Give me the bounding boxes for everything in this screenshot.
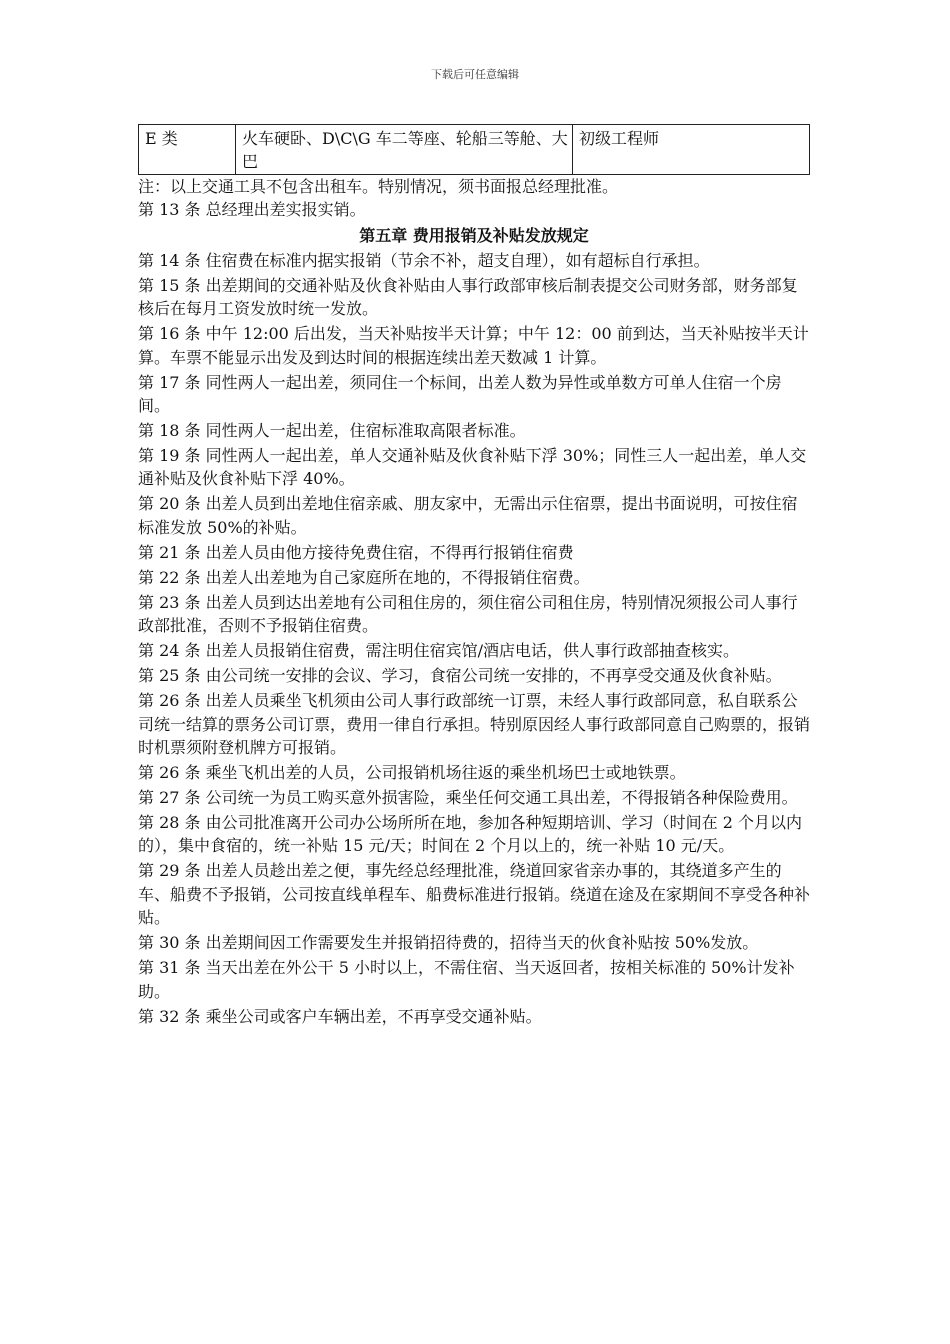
- article-14: 第 14 条 住宿费在标准内据实报销（节余不补，超支自理），如有超标自行承担。: [138, 250, 710, 270]
- article-15: 第 15 条 出差期间的交通补贴及伙食补贴由人事行政部审核后制表提交公司财务部，财务部复核后在每月工资发放时统一发放。: [138, 275, 798, 319]
- article-25: 第 25 条 由公司统一安排的会议、学习，食宿公司统一安排的，不再享受交通及伙食补贴。: [138, 666, 782, 686]
- page-header: 下载后可任意编辑: [431, 68, 519, 81]
- article-30: 第 30 条 出差期间因工作需要发生并报销招待费的，招待当天的伙食补贴按 50%发放。: [138, 933, 759, 953]
- transport-standard-table: [138, 124, 810, 175]
- article-31: 第 31 条 当天出差在外公干 5 小时以上，不需住宿、当天返回者，按相关标准的 50%计发补助。: [138, 958, 795, 1001]
- article-21: 第 21 条 出差人员由他方接待免费住宿，不得再行报销住宿费: [138, 542, 574, 562]
- table-cell-position: 初级工程师: [573, 125, 810, 175]
- table-note: 注：以上交通工具不包含出租车。特别情况，须书面报总经理批准。: [138, 177, 619, 196]
- article-23: 第 23 条 出差人员到达出差地有公司租住房的，须住宿公司租住房，特别情况须报公司人事行政部批准，否则不予报销住宿费。: [138, 592, 798, 636]
- article-16: 第 16 条 中午 12:00 后出发，当天补贴按半天计算；中午 12：00 前到达，当天补贴按半天计算。车票不能显示出发及到达时间的根据连续出差天数减 1 计算。: [138, 324, 809, 367]
- article-27: 第 27 条 公司统一为员工购买意外损害险，乘坐任何交通工具出差，不得报销各种保险费用。: [138, 788, 798, 808]
- article-18: 第 18 条 同性两人一起出差，住宿标准取高限者标准。: [138, 421, 526, 441]
- article-28: 第 28 条 由公司批准离开公司办公场所所在地，参加各种短期培训、学习（时间在 2 个月以内的），集中食宿的，统一补贴 15 元/天；时间在 2 个月以上的，统一补贴 10 元/天。: [138, 813, 802, 856]
- table-row: [139, 125, 810, 175]
- article-32: 第 32 条 乘坐公司或客户车辆出差，不再享受交通补贴。: [138, 1006, 542, 1026]
- article-19: 第 19 条 同性两人一起出差，单人交通补贴及伙食补贴下浮 30%；同性三人一起出差，单人交通补贴及伙食补贴下浮 40%。: [138, 446, 807, 489]
- table-cell-transport: 火车硬卧、D\C\G 车二等座、轮船三等舱、大巴: [236, 125, 573, 175]
- article-list: [138, 175, 810, 1028]
- article-26: 第 26 条 出差人员乘坐飞机须由公司人事行政部统一订票，未经人事行政部同意，私自联系公司统一结算的票务公司订票，费用一律自行承担。特别原因经人事行政部同意自己购票的，报销时机票须附登机牌方可报销。: [138, 691, 811, 758]
- article-17: 第 17 条 同性两人一起出差，须同住一个标间，出差人数为异性或单数方可单人住宿一个房间。: [138, 372, 782, 416]
- article-13: 第 13 条 总经理出差实报实销。: [138, 200, 366, 220]
- table-cell-category: E 类: [139, 125, 236, 175]
- article-29: 第 29 条 出差人员趁出差之便，事先经总经理批准，绕道回家省亲办事的，其绕道多产生的车、船费不予报销，公司按直线单程车、船费标准进行报销。绕道在途及在家期间不享受各种补贴。: [138, 861, 811, 928]
- article-26b: 第 26 条 乘坐飞机出差的人员，公司报销机场往返的乘坐机场巴士或地铁票。: [138, 763, 686, 783]
- article-20: 第 20 条 出差人员到出差地住宿亲戚、朋友家中，无需出示住宿票，提出书面说明，可按住宿标准发放 50%的补贴。: [138, 494, 798, 537]
- chapter-title: 第五章 费用报销及补贴发放规定: [359, 225, 589, 245]
- article-22: 第 22 条 出差人出差地为自己家庭所在地的，不得报销住宿费。: [138, 567, 590, 587]
- document-body: [138, 124, 810, 1028]
- article-24: 第 24 条 出差人员报销住宿费，需注明住宿宾馆/酒店电话，供人事行政部抽查核实。: [138, 641, 740, 661]
